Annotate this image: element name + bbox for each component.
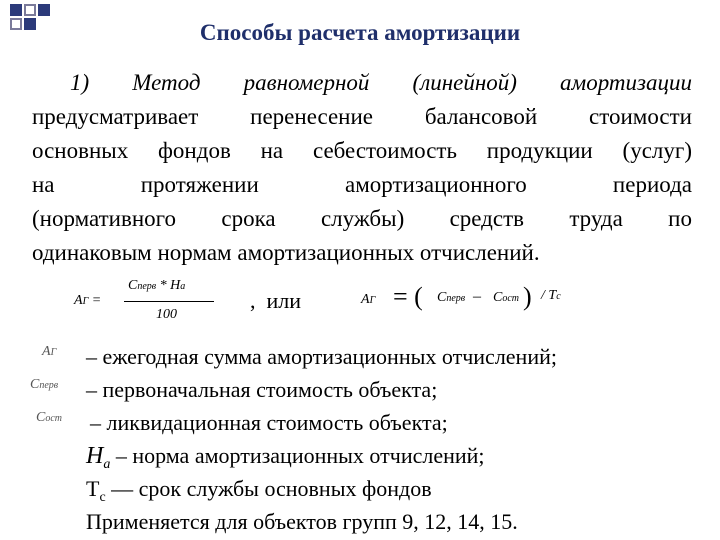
paragraph-line-4: на протяжении амортизационного периода — [32, 172, 692, 197]
formula2-lhs-sub: Г — [369, 295, 376, 306]
formula2-t-sub: с — [556, 291, 561, 302]
fraction-bar — [124, 301, 214, 302]
formula2-c1: С — [437, 290, 447, 305]
paragraph-line-6: одинаковым нормам амортизационных отчислений. — [32, 240, 540, 265]
applies-text: Применяется для объектов групп 9, 12, 14, 15. — [86, 509, 518, 534]
formula-na-sub: а — [180, 281, 186, 292]
formula2-c2: С — [493, 290, 503, 305]
formula-lhs-sub: Г — [82, 296, 89, 307]
definitions-list — [86, 340, 557, 538]
formula-2 — [355, 278, 575, 328]
page-title: Способы расчета амортизации — [199, 20, 521, 45]
definition-service-life: $Т_с$ — срок службы основных фондов — [86, 476, 432, 505]
formula-denominator: 100 — [156, 307, 177, 322]
formula-numerator: С — [128, 278, 138, 293]
formula2-c2-sub: ост — [502, 293, 520, 304]
symbol-cost: Сост — [36, 410, 63, 425]
formula-lhs: А — [74, 293, 83, 308]
formula2-lhs: А — [361, 292, 370, 307]
formula2-close: ) — [523, 282, 532, 311]
definition-norm: $Н_а$ – норма амортизационных отчислений; — [86, 443, 485, 472]
formula2-div: / Т — [541, 288, 557, 303]
paragraph-line-3: основных фондов на себестоимость продукции (услуг) — [32, 138, 692, 163]
formula-1 — [60, 275, 260, 335]
formula-separator: , или — [250, 288, 302, 313]
paragraph-line-2: предусматривает перенесение балансовой стоимости — [32, 104, 692, 129]
formula2-minus: – — [473, 288, 481, 305]
paragraph-line-5: (нормативного срока службы) средств труда по — [32, 206, 692, 231]
deco-square-3 — [38, 4, 50, 16]
method-paragraph — [32, 66, 692, 270]
formula2-eq: = ( — [393, 282, 423, 311]
deco-square-1 — [10, 4, 22, 16]
deco-square-2 — [24, 4, 36, 16]
symbol-cperv: Сперв — [30, 377, 59, 392]
definition-liquidation-cost: – ликвидационная стоимость объекта; — [90, 410, 448, 435]
formula-numerator-sub: перв — [137, 281, 157, 292]
paragraph-line-1: 1) Метод равномерной (линейной) амортизации — [70, 70, 692, 95]
symbol-ag: АГ — [42, 344, 57, 359]
formula-times: * Н — [159, 278, 181, 293]
formula2-c1-sub: перв — [446, 293, 466, 304]
formula-eq: = — [91, 293, 102, 308]
definition-annual-amount: – ежегодная сумма амортизационных отчислений; — [86, 344, 557, 369]
definition-initial-cost: – первоначальная стоимость объекта; — [86, 377, 438, 402]
